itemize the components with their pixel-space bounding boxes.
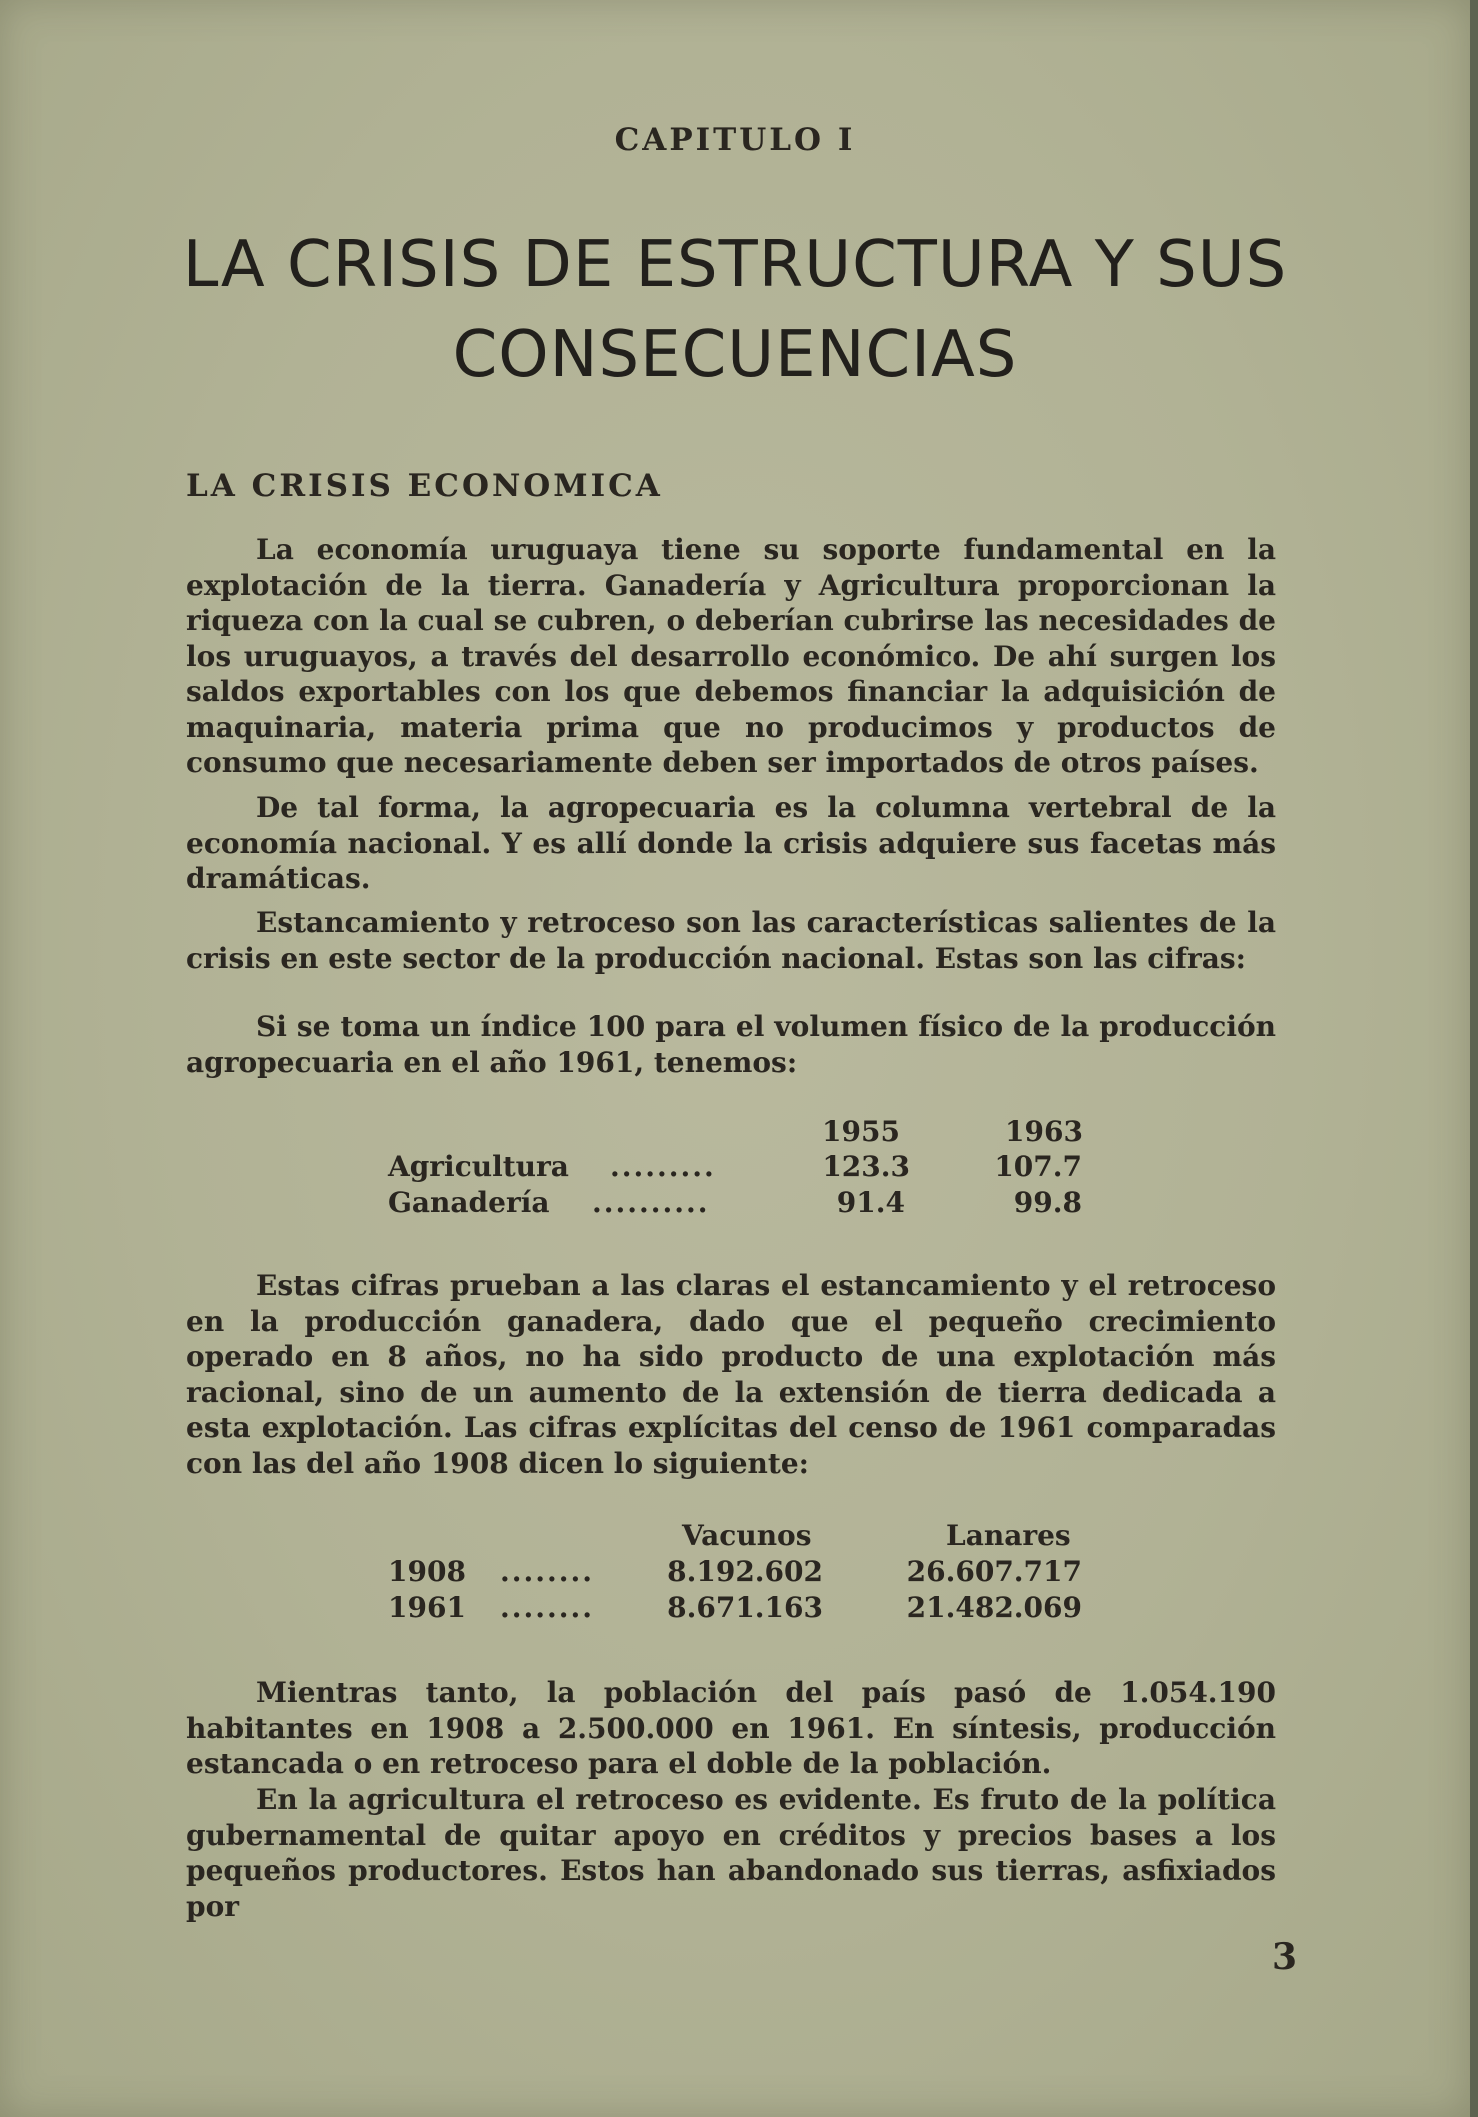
table1-row-leader: ......... (610, 1150, 716, 1183)
table2-cell: 8.671.163 (667, 1591, 823, 1624)
section-heading: LA CRISIS ECONOMICA (186, 468, 663, 504)
paragraph-1: La economía uruguaya tiene su soporte fundamental en la explotación de la tierra. Ganadería y Agricultura proporcionan la riqueza con la cual se cubren, o deberían cubrirse las necesidades de los uruguayos, a través del desarrollo económico. De ahí surgen los saldos exportables con los que debemos financiar la adquisición de maquinaria, materia prima que no producimos y productos de consumo que necesariamente deben ser importados de otros países. (186, 533, 1276, 779)
chapter-title-line-2: CONSECUENCIAS (452, 318, 1018, 392)
table2-row-label: 1961 (388, 1591, 466, 1624)
chapter-title-line-1: LA CRISIS DE ESTRUCTURA Y SUS (182, 228, 1288, 302)
table1-cell: 99.8 (1013, 1186, 1082, 1219)
table2-header-vacunos: Vacunos (682, 1519, 812, 1552)
chapter-title (0, 220, 1470, 400)
table2-cell: 8.192.602 (667, 1555, 823, 1588)
table1-header-1955: 1955 (822, 1115, 900, 1148)
table2-row-leader: ........ (500, 1591, 594, 1624)
page-number: 3 (1272, 1936, 1298, 1978)
paragraph-7: En la agricultura el retroceso es evidente. Es fruto de la política gubernamental de quitar apoyo en créditos y precios bases a los pequeños productores. Estos han abandonado sus tierras, asfixiados por (186, 1783, 1276, 1923)
table1-cell: 107.7 (994, 1150, 1082, 1183)
table1-row-label: Ganadería (388, 1186, 550, 1219)
table1-row-leader: .......... (592, 1186, 710, 1219)
paragraph-3: Estancamiento y retroceso son las características salientes de la crisis en este sector de la producción nacional. Estas son las cifras: (186, 906, 1276, 975)
table1-row-label: Agricultura (388, 1150, 569, 1183)
paragraph-6: Mientras tanto, la población del país pasó de 1.054.190 habitantes en 1908 a 2.500.000 en 1961. En síntesis, producción estancada o en retroceso para el doble de la población. (186, 1676, 1276, 1780)
chapter-heading: CAPITULO I (614, 122, 856, 158)
table2-header-lanares: Lanares (946, 1519, 1071, 1552)
paragraph-5: Estas cifras prueban a las claras el estancamiento y el retroceso en la producción ganadera, dado que el pequeño crecimiento operado en 8 años, no ha sido producto de una explotación más racional, sino de un aumento de la extensión de tierra dedicada a esta explotación. Las cifras explícitas del censo de 1961 comparadas con las del año 1908 dicen lo siguiente: (186, 1269, 1276, 1480)
table2-cell: 26.607.717 (906, 1555, 1082, 1588)
table2-cell: 21.482.069 (906, 1591, 1082, 1624)
table2-row-leader: ........ (500, 1555, 594, 1588)
table2-row-label: 1908 (388, 1555, 466, 1588)
table1-header-1963: 1963 (1005, 1115, 1083, 1148)
paragraph-2: De tal forma, la agropecuaria es la columna vertebral de la economía nacional. Y es allí donde la crisis adquiere sus facetas más dramáticas. (186, 791, 1276, 895)
table1-cell: 123.3 (822, 1150, 910, 1183)
paragraph-4: Si se toma un índice 100 para el volumen físico de la producción agropecuaria en el año 1961, tenemos: (186, 1010, 1276, 1079)
page-edge-shadow (1470, 0, 1478, 2117)
table1-cell: 91.4 (836, 1186, 905, 1219)
